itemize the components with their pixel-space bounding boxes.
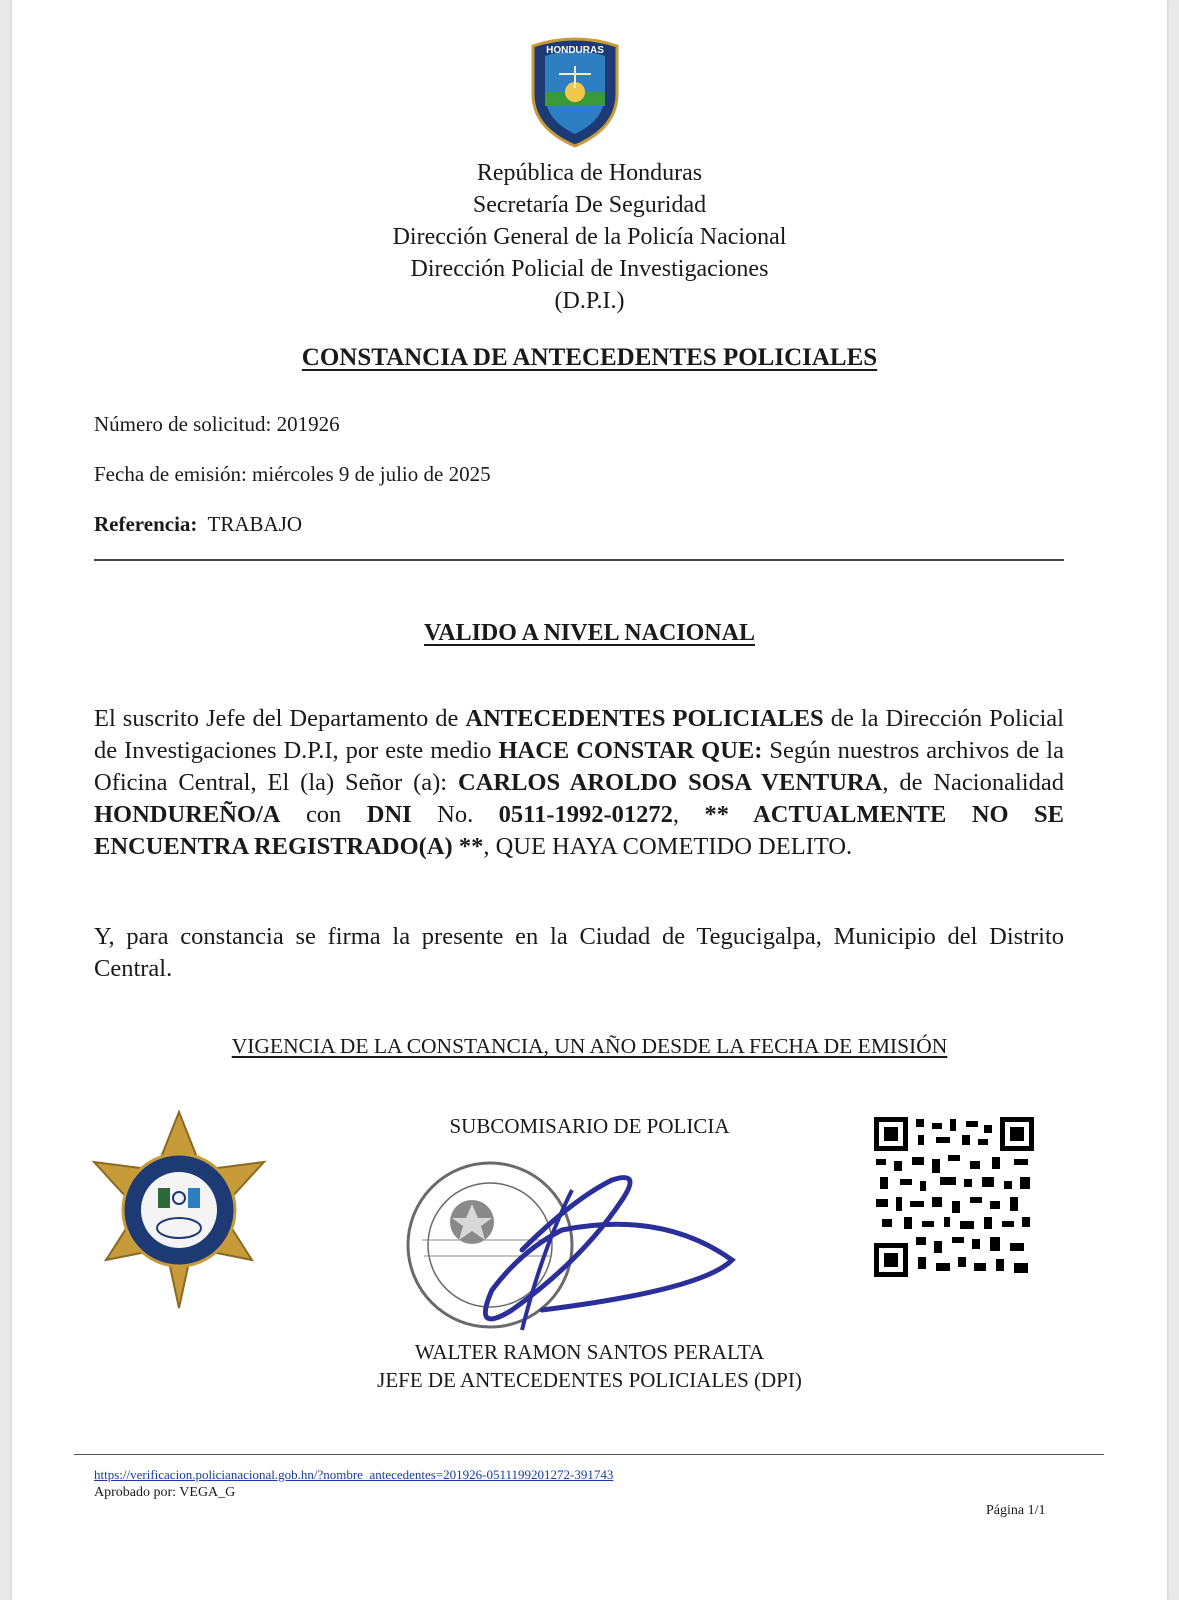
certificate-body [94, 703, 1064, 863]
header-line-direccion-general: Dirección General de la Policía Nacional [392, 224, 787, 250]
field-solicitud [94, 412, 340, 437]
official-seal-and-signature [402, 1160, 762, 1345]
body-hace-constar: HACE CONSTAR QUE: [498, 737, 763, 764]
solicitud-label: Número de solicitud: [94, 412, 272, 436]
field-fecha [94, 462, 491, 487]
verification-link[interactable]: https://verificacion.policianacional.gob.hn/?nombre_antecedentes=201926-0511199201272-391743 [94, 1467, 614, 1482]
header-line-acronym: (D.P.I.) [554, 288, 625, 314]
record-status: ** ACTUALMENTE NO SE ENCUENTRA REGISTRADO(A) ** [94, 801, 1064, 860]
body-text: , QUE HAYA COMETIDO DELITO. [483, 833, 853, 860]
header-line-secretaria: Secretaría De Seguridad [472, 192, 707, 218]
body-text: , [672, 801, 705, 828]
divider [94, 559, 1064, 561]
signer-title: JEFE DE ANTECEDENTES POLICIALES (DPI) [377, 1368, 802, 1392]
body-text: con [280, 801, 367, 828]
field-referencia [94, 512, 302, 537]
dni-number: 0511-1992-01272 [498, 801, 673, 828]
body-text: El suscrito Jefe del Departamento de [94, 705, 466, 732]
nationality: HONDUREÑO/A [94, 801, 281, 828]
signer-rank: SUBCOMISARIO DE POLICIA [449, 1114, 730, 1138]
body-text: Según nuestros archivos de la Oficina Central, El (la) Señor (a): [94, 737, 1064, 796]
signer-block [12, 1338, 1167, 1394]
police-shield-logo [525, 36, 625, 148]
person-name: CARLOS AROLDO SOSA VENTURA [458, 769, 883, 796]
body-text: de la Dirección Policial de Investigaciones D.P.I, por este medio [94, 705, 1064, 764]
signer-name: WALTER RAMON SANTOS PERALTA [414, 1340, 765, 1364]
document-page [12, 0, 1167, 1600]
vigencia-note: VIGENCIA DE LA CONSTANCIA, UN AÑO DESDE LA FECHA DE EMISIÓN [231, 1034, 948, 1058]
dni-label: DNI [366, 801, 412, 828]
body-text: No. [411, 801, 499, 828]
referencia-label: Referencia: [94, 512, 198, 536]
logo-text: HONDURAS [546, 45, 604, 56]
qr-code [874, 1117, 1034, 1277]
approved-by: Aprobado por: VEGA_G [94, 1485, 236, 1500]
document-title: CONSTANCIA DE ANTECEDENTES POLICIALES [301, 344, 878, 371]
fecha-value: miércoles 9 de julio de 2025 [252, 462, 491, 486]
page-number: Página 1/1 [986, 1503, 1046, 1518]
body-department: ANTECEDENTES POLICIALES [465, 705, 824, 732]
body-text: , de Nacionalidad [882, 769, 1064, 796]
fecha-label: Fecha de emisión: [94, 462, 247, 486]
header-block [12, 157, 1167, 317]
validity-title: VALIDO A NIVEL NACIONAL [424, 620, 755, 646]
closing-paragraph: Y, para constancia se firma la presente en la Ciudad de Tegucigalpa, Municipio del Distrito Central. [94, 923, 1064, 982]
solicitud-value: 201926 [276, 412, 340, 436]
footer-divider [74, 1454, 1104, 1455]
referencia-value: TRABAJO [207, 512, 303, 536]
header-line-dpi: Dirección Policial de Investigaciones [410, 256, 769, 282]
header-line-republica: República de Honduras [476, 160, 703, 186]
star-badge-logo [92, 1110, 267, 1310]
